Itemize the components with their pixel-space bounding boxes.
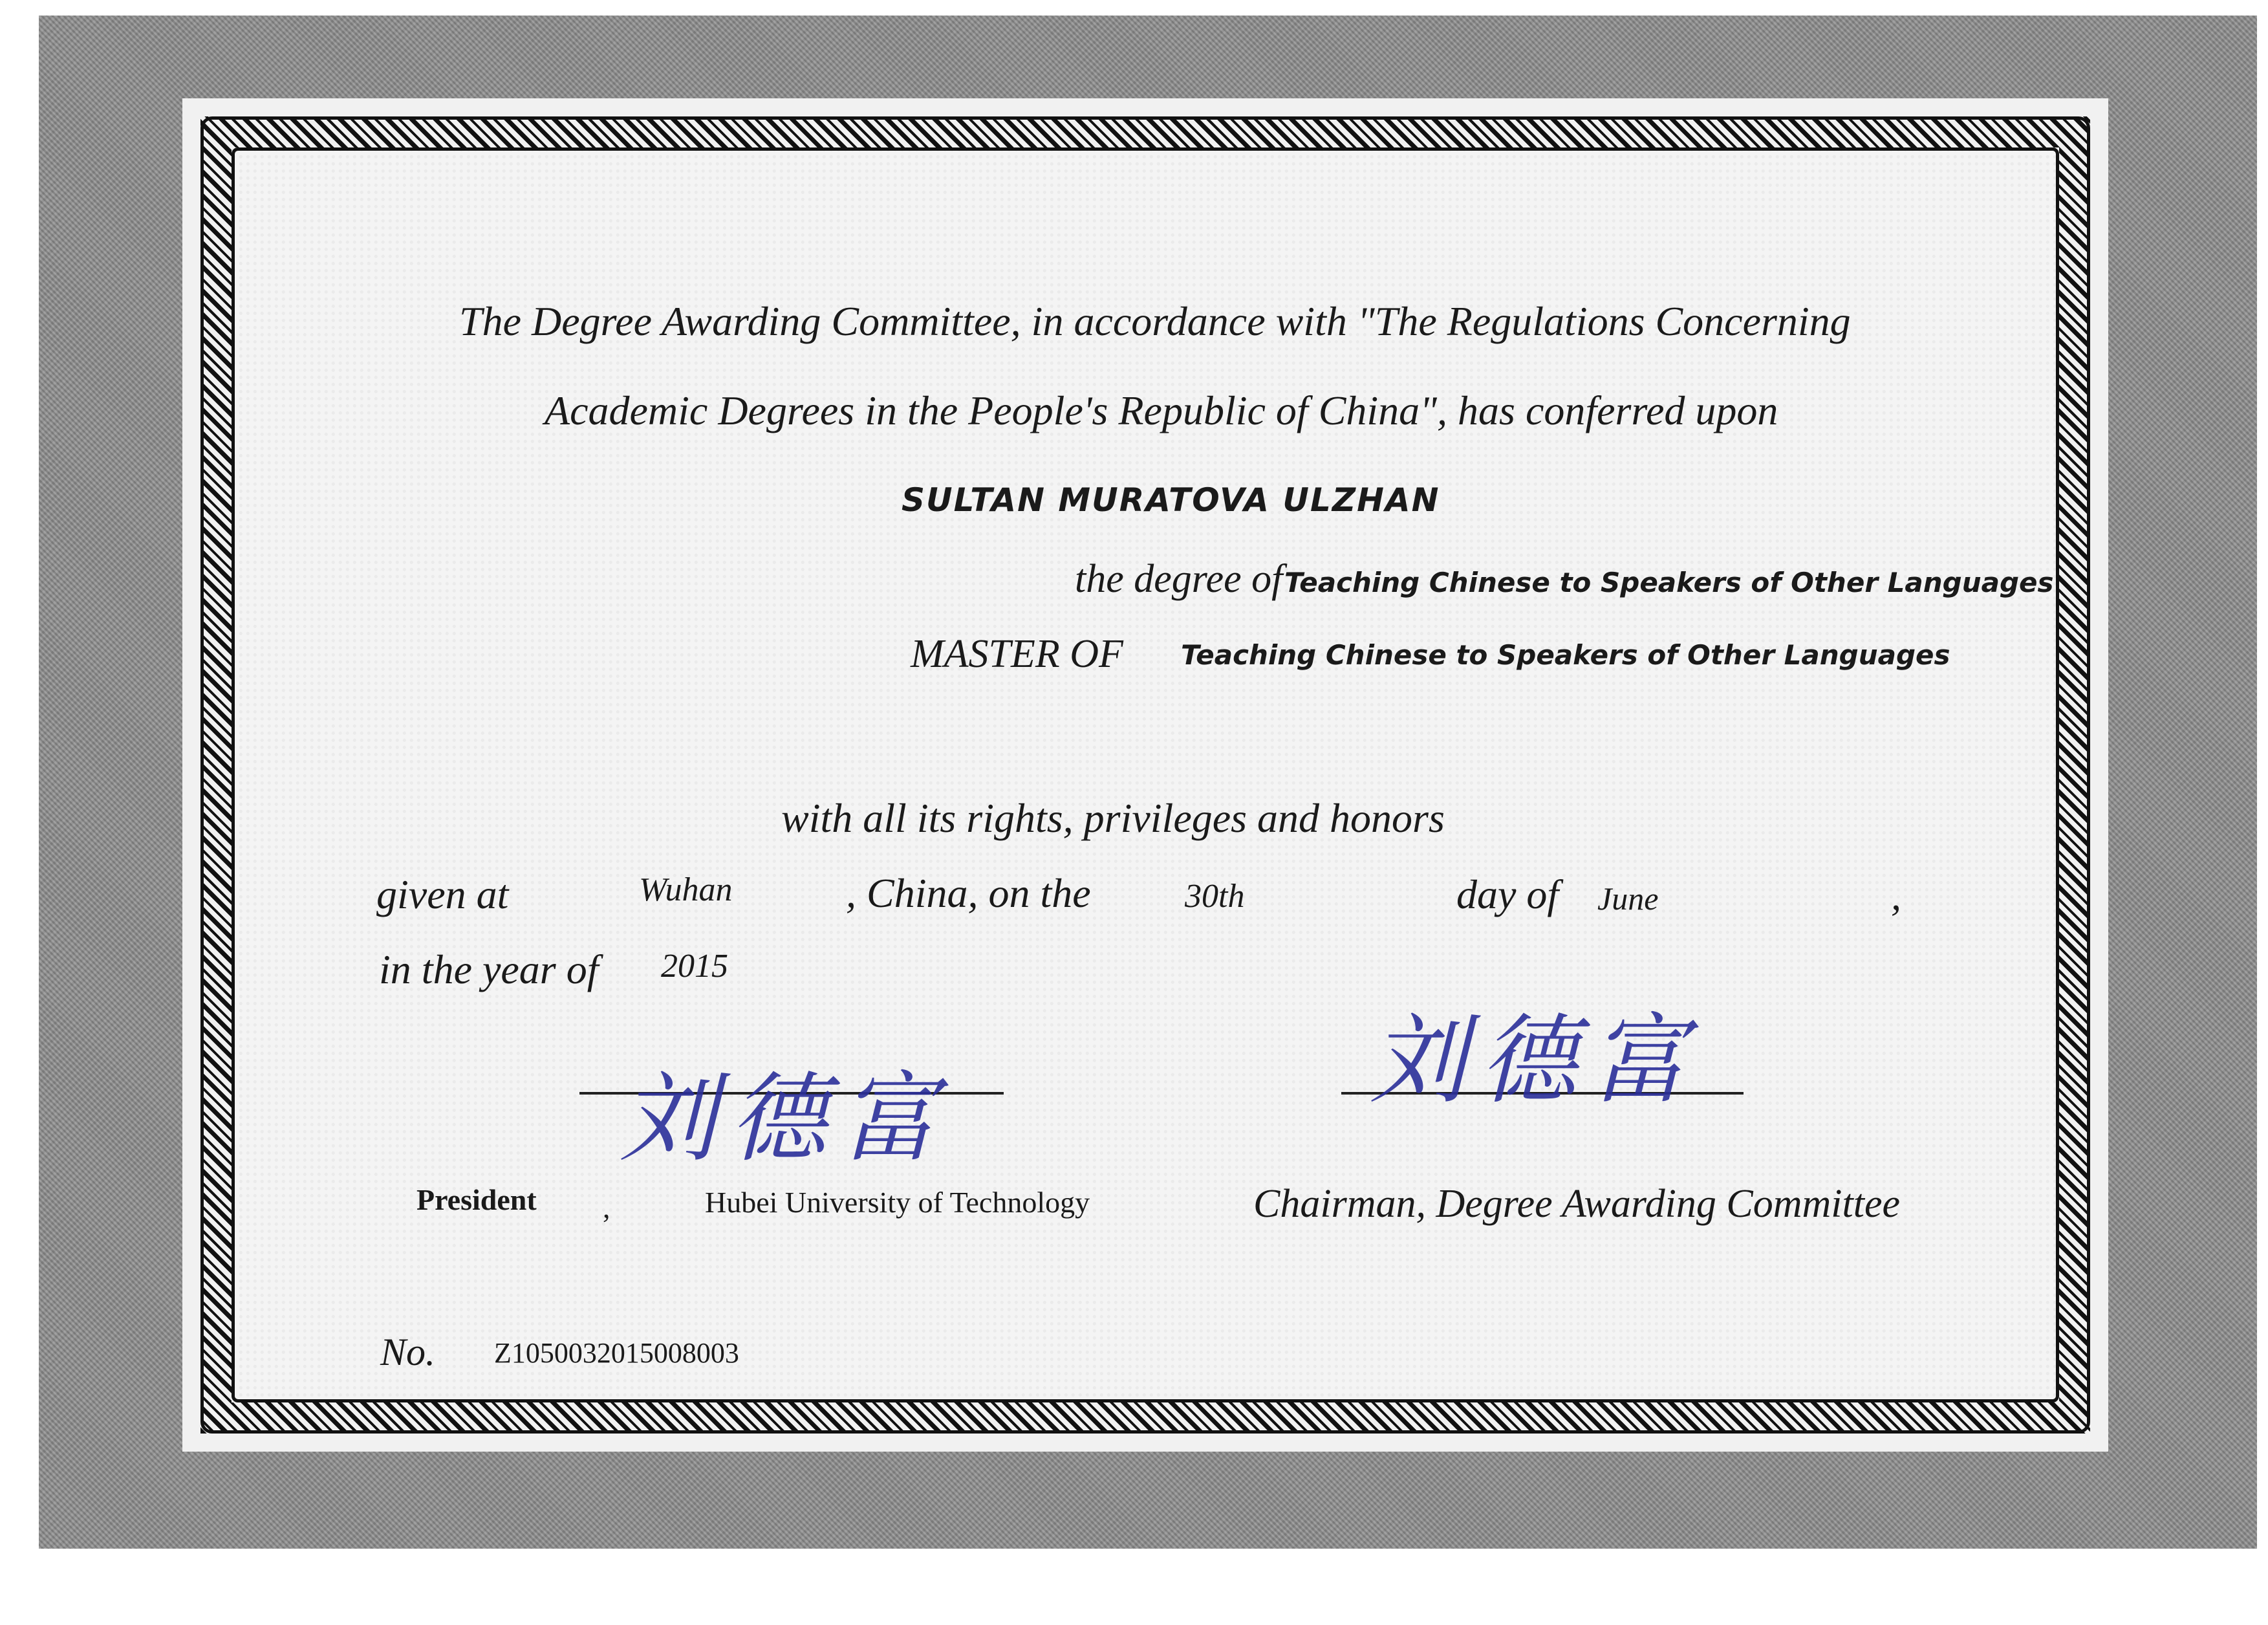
- month-value: June: [1597, 880, 1659, 917]
- university-name: Hubei University of Technology: [705, 1186, 1090, 1219]
- certificate-number: Z1050032015008003: [494, 1337, 739, 1369]
- year-value: 2015: [661, 948, 728, 985]
- chairman-signature: 刘德富: [1370, 1005, 1700, 1117]
- day-of-label: day of: [1456, 871, 1559, 917]
- city-value: Wuhan: [639, 871, 733, 908]
- rights-line: with all its rights, privileges and honors: [781, 795, 1445, 841]
- degree-prefix: the degree of: [1075, 557, 1283, 601]
- master-field: Teaching Chinese to Speakers of Other Languages: [1181, 639, 1950, 671]
- border-line-inner: [232, 147, 2059, 1402]
- degree-field: Teaching Chinese to Speakers of Other Languages: [1284, 567, 2054, 598]
- president-signature: 刘德富: [620, 1063, 950, 1175]
- recipient-name: SULTAN MURATOVA ULZHAN: [902, 481, 1440, 519]
- trailing-comma: ,: [1891, 873, 1901, 919]
- intro-line-2: Academic Degrees in the People's Republic of China", has conferred upon: [545, 387, 1778, 433]
- president-label: President: [416, 1183, 537, 1216]
- number-label: No.: [380, 1331, 436, 1373]
- china-on-the-label: , China, on the: [846, 870, 1091, 916]
- chairman-label: Chairman, Degree Awarding Committee: [1253, 1182, 1900, 1226]
- master-prefix: MASTER OF: [911, 632, 1123, 676]
- president-comma: ,: [603, 1191, 610, 1224]
- intro-line-1: The Degree Awarding Committee, in accordance with "The Regulations Concerning: [459, 298, 1851, 344]
- year-label: in the year of: [379, 946, 599, 992]
- day-value: 30th: [1185, 878, 1245, 915]
- given-at-label: given at: [376, 871, 509, 917]
